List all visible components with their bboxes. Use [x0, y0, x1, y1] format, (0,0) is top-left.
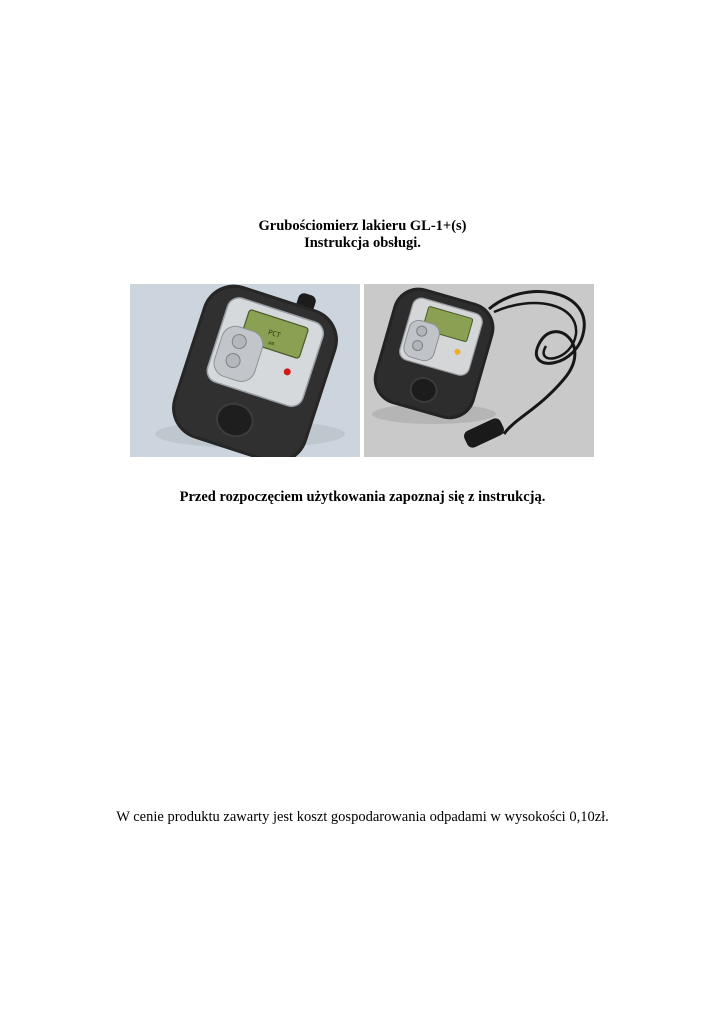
title-line-1: Grubościomierz lakieru GL-1+(s) [258, 218, 467, 234]
title-line-2: Instrukcja obsługi. [304, 235, 421, 251]
product-photo-cable-probe [364, 284, 594, 457]
waste-fee-note: W cenie produktu zawarty jest koszt gospodarowania odpadami w wysokości 0,10zł. [116, 809, 609, 825]
product-photo-integrated [130, 284, 360, 457]
gauge-integrated-illustration [130, 284, 360, 457]
usage-warning: Przed rozpoczęciem użytkowania zapoznaj się z instrukcją. [179, 489, 546, 505]
svg-text:PCT: PCT [267, 328, 282, 340]
gauge-cable-illustration [364, 284, 594, 457]
svg-text:μm: μm [267, 339, 276, 348]
document-title [0, 218, 725, 252]
